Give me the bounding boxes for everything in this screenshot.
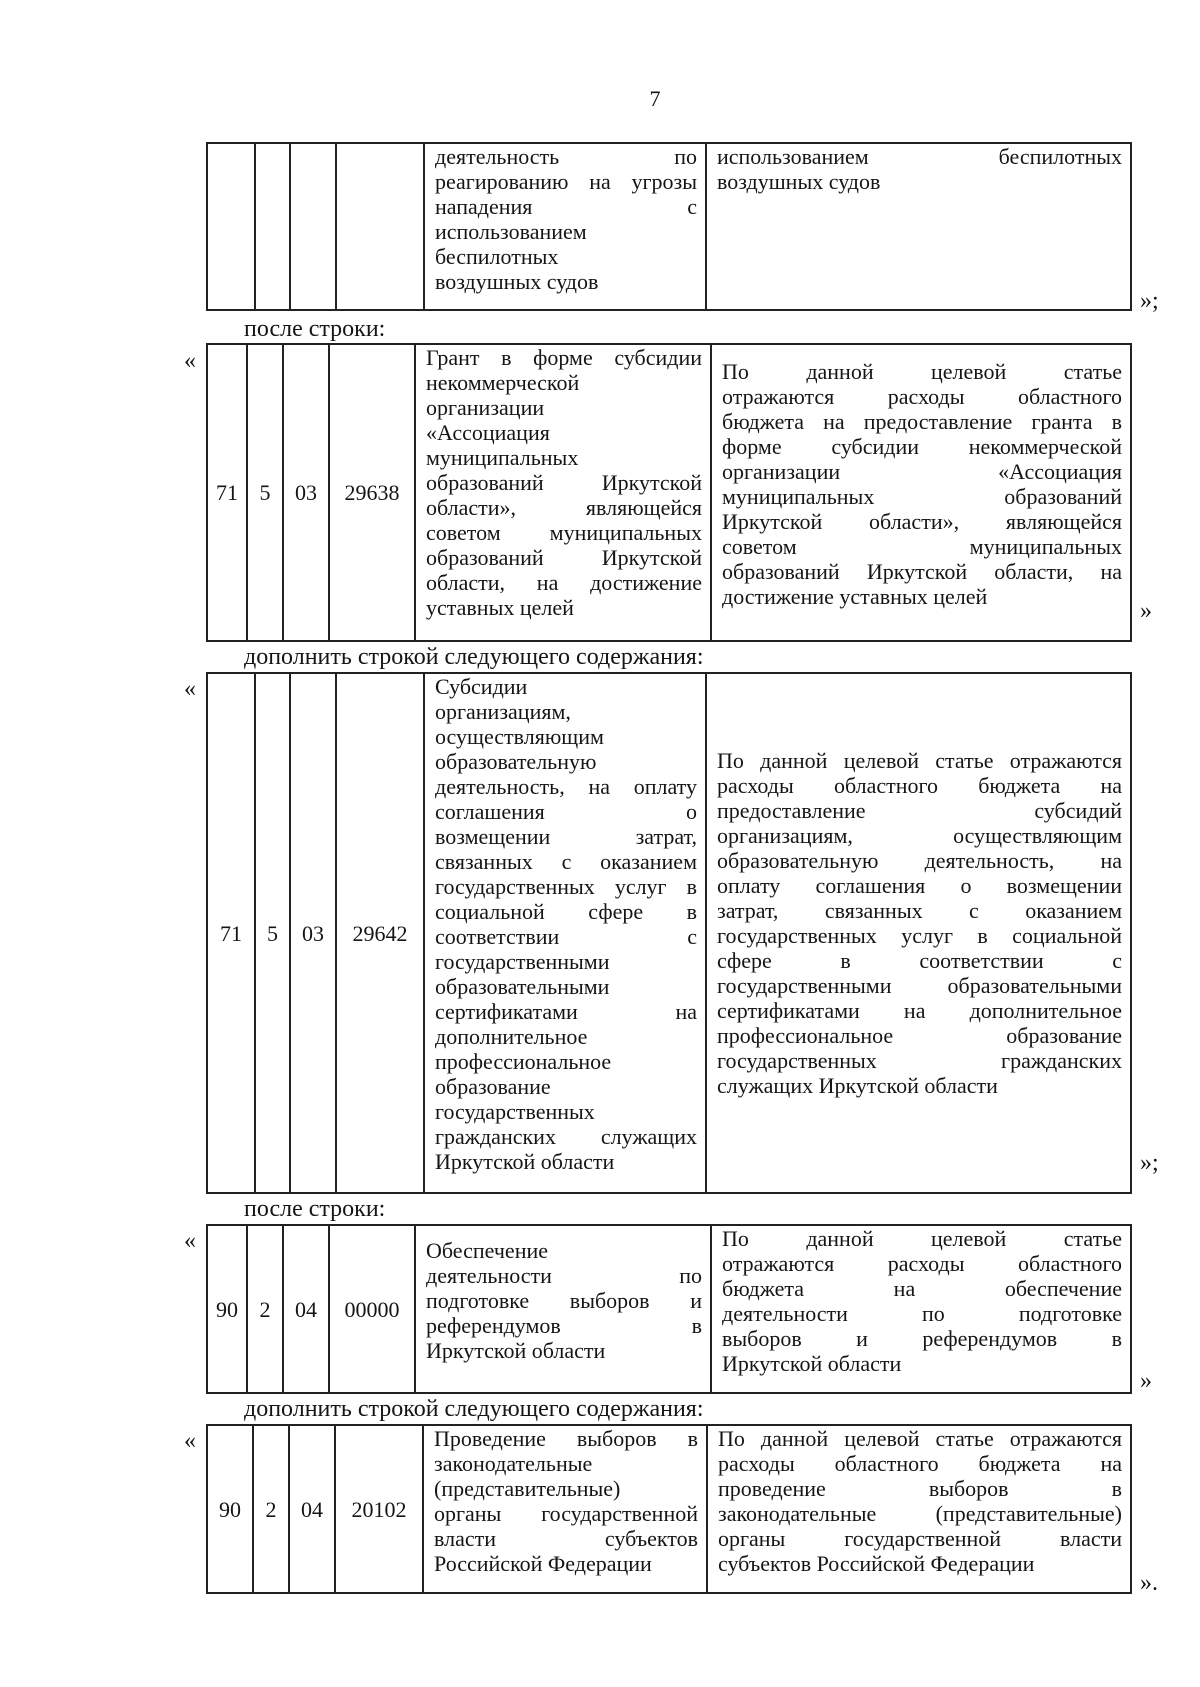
name-line: подготовке выборов и xyxy=(426,1288,702,1313)
name-line: Обеспечение xyxy=(426,1238,548,1263)
name-line: деятельность, на оплату xyxy=(435,774,697,799)
description-line: отражаются расходы областного xyxy=(722,384,1122,409)
code-subprogram xyxy=(255,143,290,310)
name-line: дополнительное xyxy=(435,1024,588,1049)
name-line: государственных услуг в xyxy=(435,874,697,899)
name-line: воздушных судов xyxy=(435,269,599,294)
description-line: государственных услуг в социальной xyxy=(717,923,1122,948)
name-line: гражданских служащих xyxy=(435,1124,697,1149)
section-caption: дополнить строкой следующего содержания: xyxy=(244,644,704,670)
description-line: образовательную деятельность, на xyxy=(717,848,1122,873)
description-line: профессиональное образование xyxy=(717,1023,1122,1048)
name-line: деятельности по xyxy=(426,1263,702,1288)
name-line: связанных с оказанием xyxy=(435,849,697,874)
code-main-measure: 04 xyxy=(283,1225,329,1393)
description-line: предоставление субсидий xyxy=(717,798,1122,823)
name-line: Российской Федерации xyxy=(434,1551,652,1576)
name-line: социальной сфере в xyxy=(435,899,697,924)
description-line: бюджета на предоставление гранта в xyxy=(722,409,1122,434)
name-line: области», являющейся xyxy=(426,495,702,520)
description-line: сфере в соответствии с xyxy=(717,948,1122,973)
code-subprogram: 2 xyxy=(253,1425,289,1593)
name-line: референдумов в xyxy=(426,1313,702,1338)
target-article-name xyxy=(423,1425,707,1593)
section-caption: после строки: xyxy=(244,1196,386,1222)
name-line: образовательными xyxy=(435,974,610,999)
description-line: образований Иркутской области, на xyxy=(722,559,1122,584)
section-caption: после строки: xyxy=(244,316,386,342)
target-article-description xyxy=(707,1425,1131,1593)
description-line: использованием беспилотных xyxy=(717,144,1122,169)
description-line: затрат, связанных с оказанием xyxy=(717,898,1122,923)
description-line: По данной целевой статье отражаются xyxy=(718,1426,1122,1451)
target-article-name xyxy=(424,143,706,310)
description-line: органы государственной власти xyxy=(718,1526,1122,1551)
code-direction xyxy=(336,143,424,310)
name-line: образование xyxy=(435,1074,551,1099)
name-line: организациям, xyxy=(435,699,571,724)
code-main-measure: 03 xyxy=(283,344,329,641)
name-line: соглашения о xyxy=(435,799,697,824)
description-line: Иркутской области», являющейся xyxy=(722,509,1122,534)
name-line: образований Иркутской xyxy=(426,545,702,570)
section-caption: дополнить строкой следующего содержания: xyxy=(244,1396,704,1422)
page-number: 7 xyxy=(649,86,661,111)
name-line: образований Иркутской xyxy=(426,470,702,495)
target-article-name xyxy=(424,673,706,1193)
description-line: законодательные (представительные) xyxy=(718,1501,1122,1526)
target-article-description xyxy=(711,344,1131,641)
name-line: законодательные xyxy=(434,1451,593,1476)
description-line: расходы областного бюджета на xyxy=(718,1451,1122,1476)
name-line: Субсидии xyxy=(435,674,528,699)
description-line: оплату соглашения о возмещении xyxy=(717,873,1122,898)
name-line: беспилотных xyxy=(435,244,559,269)
code-program: 71 xyxy=(207,673,255,1193)
description-line: сертификатами на дополнительное xyxy=(717,998,1122,1023)
description-line: отражаются расходы областного xyxy=(722,1251,1122,1276)
closing-quote: ». xyxy=(1140,1570,1158,1596)
budget-row-table xyxy=(206,142,1132,311)
description-line: выборов и референдумов в xyxy=(722,1326,1122,1351)
opening-quote: « xyxy=(184,348,196,374)
description-line: субъектов Российской Федерации xyxy=(718,1551,1035,1576)
name-line: Иркутской области xyxy=(426,1338,606,1363)
target-article-description xyxy=(711,1225,1131,1393)
code-direction: 20102 xyxy=(335,1425,423,1593)
budget-row-table xyxy=(206,1424,1132,1594)
description-line: муниципальных образований xyxy=(722,484,1122,509)
budget-row-table xyxy=(206,672,1132,1194)
code-main-measure: 03 xyxy=(290,673,336,1193)
name-line: уставных целей xyxy=(426,595,574,620)
name-line: органы государственной xyxy=(434,1501,698,1526)
description-line: проведение выборов в xyxy=(718,1476,1122,1501)
code-direction: 00000 xyxy=(329,1225,415,1393)
name-line: использованием xyxy=(435,219,587,244)
description-line: организациям, осуществляющим xyxy=(717,823,1122,848)
name-line: Иркутской области xyxy=(435,1149,615,1174)
description-line: советом муниципальных xyxy=(722,534,1122,559)
closing-quote: » xyxy=(1140,598,1152,624)
name-line: возмещении затрат, xyxy=(435,824,697,849)
name-line: советом муниципальных xyxy=(426,520,702,545)
description-line: расходы областного бюджета на xyxy=(717,773,1122,798)
code-program xyxy=(207,143,255,310)
closing-quote: » xyxy=(1140,1368,1152,1394)
description-line: государственными образовательными xyxy=(717,973,1122,998)
name-line: сертификатами на xyxy=(435,999,697,1024)
code-direction: 29642 xyxy=(336,673,424,1193)
description-line: форме субсидии некоммерческой xyxy=(722,434,1122,459)
code-main-measure: 04 xyxy=(289,1425,335,1593)
code-program: 71 xyxy=(207,344,247,641)
name-line: образовательную xyxy=(435,749,597,774)
description-line: бюджета на обеспечение xyxy=(722,1276,1122,1301)
description-line: Иркутской области xyxy=(722,1351,902,1376)
name-line: власти субъектов xyxy=(434,1526,698,1551)
name-line: реагированию на угрозы xyxy=(435,169,697,194)
description-line: служащих Иркутской области xyxy=(717,1073,998,1098)
description-line: деятельности по подготовке xyxy=(722,1301,1122,1326)
closing-quote: »; xyxy=(1140,288,1159,314)
name-line: муниципальных xyxy=(426,445,579,470)
code-subprogram: 2 xyxy=(247,1225,283,1393)
description-line: По данной целевой статье xyxy=(722,1226,1122,1251)
budget-row-table xyxy=(206,343,1132,642)
name-line: нападения с xyxy=(435,194,697,219)
description-line: организации «Ассоциация xyxy=(722,459,1122,484)
description-line: достижение уставных целей xyxy=(722,584,988,609)
closing-quote: »; xyxy=(1140,1150,1159,1176)
opening-quote: « xyxy=(184,676,196,702)
name-line: профессиональное xyxy=(435,1049,612,1074)
code-program: 90 xyxy=(207,1425,253,1593)
code-program: 90 xyxy=(207,1225,247,1393)
target-article-description xyxy=(706,673,1131,1193)
code-subprogram: 5 xyxy=(247,344,283,641)
name-line: осуществляющим xyxy=(435,724,604,749)
description-line: По данной целевой статье отражаются xyxy=(717,748,1122,773)
description-line: государственных гражданских xyxy=(717,1048,1122,1073)
name-line: деятельность по xyxy=(435,144,697,169)
code-direction: 29638 xyxy=(329,344,415,641)
code-main-measure xyxy=(290,143,336,310)
name-line: Грант в форме субсидии xyxy=(426,345,702,370)
opening-quote: « xyxy=(184,1228,196,1254)
description-line: По данной целевой статье xyxy=(722,359,1122,384)
opening-quote: « xyxy=(184,1428,196,1454)
name-line: государственных xyxy=(435,1099,595,1124)
description-line: воздушных судов xyxy=(717,169,881,194)
target-article-name xyxy=(415,344,711,641)
name-line: некоммерческой xyxy=(426,370,580,395)
code-subprogram: 5 xyxy=(255,673,290,1193)
name-line: Проведение выборов в xyxy=(434,1426,698,1451)
budget-row-table xyxy=(206,1224,1132,1394)
name-line: области, на достижение xyxy=(426,570,702,595)
name-line: (представительные) xyxy=(434,1476,621,1501)
name-line: «Ассоциация xyxy=(426,420,550,445)
target-article-description xyxy=(706,143,1131,310)
name-line: соответствии с xyxy=(435,924,697,949)
target-article-name xyxy=(415,1225,711,1393)
name-line: организации xyxy=(426,395,545,420)
name-line: государственными xyxy=(435,949,610,974)
